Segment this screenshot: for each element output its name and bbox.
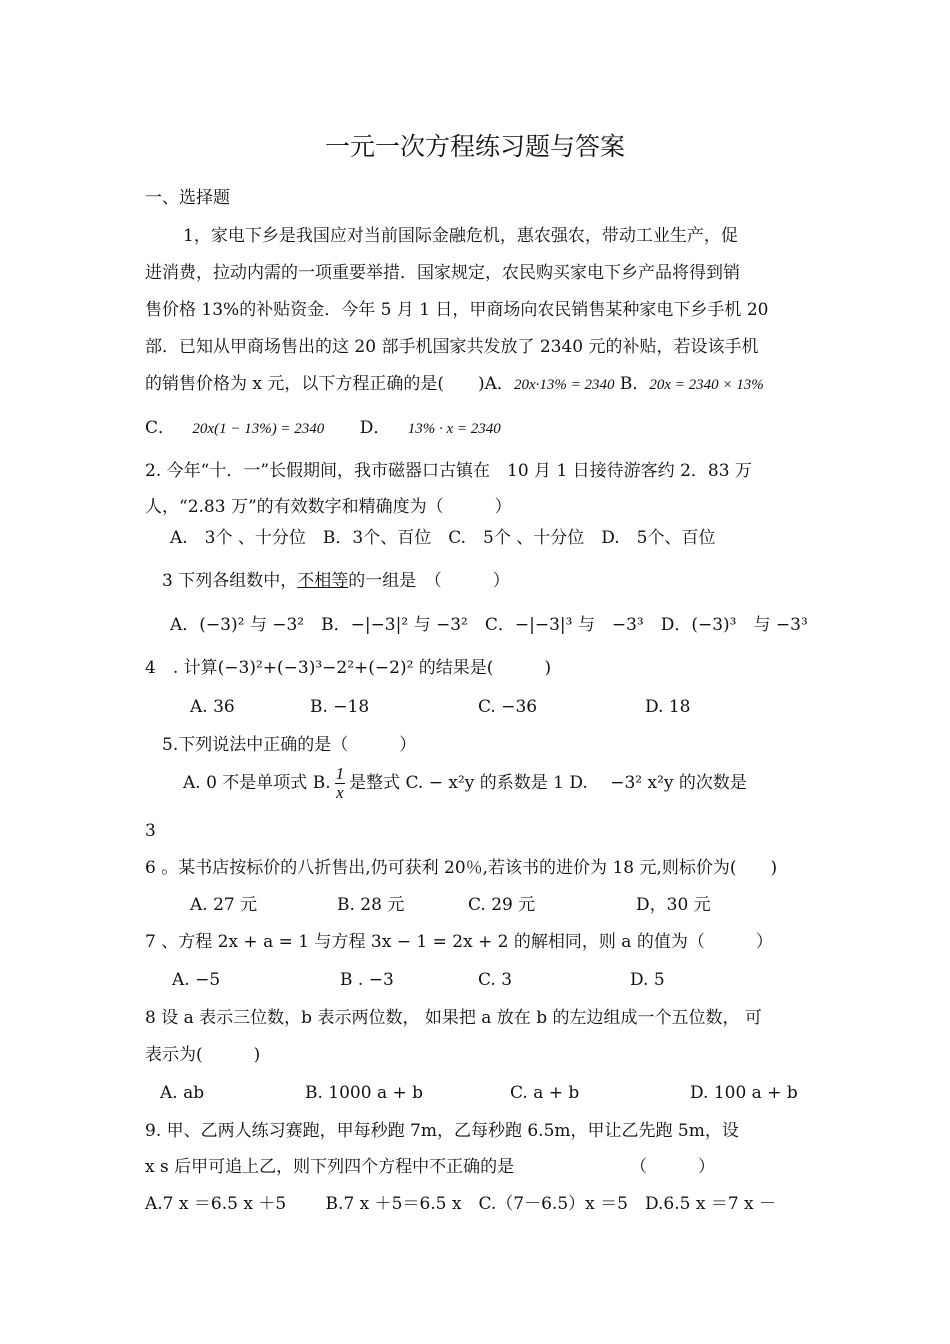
q4-option-d: D. 18: [645, 697, 691, 717]
q9-line-2: x s 后甲可追上乙，则下列四个方程中不正确的是: [145, 1157, 515, 1177]
q2-line-1: 2. 今年“十．一”长假期间，我市磁器口古镇在 10 月 1 日接待游客约 2．83 万: [145, 461, 752, 481]
q5-option-a: A. 0 不是单项式 B.: [183, 773, 331, 793]
q7-option-a: A. −5: [172, 970, 221, 990]
q9-options: A.7 x ＝6.5 x ＋5 B.7 x ＋5＝6.5 x C.（7－6.5）x ＝5 D.6.5 x ＝7 x －: [145, 1194, 777, 1214]
q4-option-c: C. −36: [478, 697, 538, 717]
q5-fraction-numerator: 1: [335, 764, 345, 783]
q3-stem-end: 的一组是 （ ）: [348, 571, 510, 591]
q8-line-1: 8 设 a 表示三位数，b 表示两位数， 如果把 a 放在 b 的左边组成一个五位数， 可: [145, 1008, 762, 1028]
q1-line-5: [145, 373, 764, 396]
q1-option-b-label: B．: [614, 374, 650, 394]
q1-line-4: 部．已知从甲商场售出的这 20 部手机国家共发放了 2340 元的补贴，若设该手机: [145, 337, 759, 357]
q1-option-d-label: D．: [359, 418, 391, 438]
q1-option-a: 20x·13% = 2340: [513, 377, 615, 393]
q5-stem: 5.下列说法中正确的是（ ）: [162, 735, 417, 755]
q9-line-1: 9. 甲、乙两人练习赛跑，甲每秒跑 7m，乙每秒跑 6.5m，甲让乙先跑 5m，设: [145, 1121, 739, 1141]
q4-option-a: A. 36: [190, 697, 235, 717]
q5-fraction: [335, 765, 346, 802]
q4-option-b: B. −18: [310, 697, 370, 717]
q8-option-b: B. 1000 a + b: [305, 1083, 424, 1103]
q7-option-b: B . −3: [340, 970, 394, 990]
q1-option-d: 13% · x = 2340: [407, 421, 501, 437]
q3-stem-start: 3 下列各组数中，: [162, 571, 298, 591]
page-title: 一元一次方程练习题与答案: [324, 132, 625, 161]
q1-option-c: 20x(1 − 13%) = 2340: [192, 421, 325, 437]
q5-wrap: 3: [145, 821, 156, 841]
q4-stem: 4 . 计算(−3)²+(−3)³−2²+(−2)² 的结果是( ): [145, 658, 552, 678]
q7-stem: 7 、方程 2x + a = 1 与方程 3x − 1 = 2x + 2 的解相同，则 a 的值为（ ）: [145, 932, 773, 952]
q1-line-1: 1，家电下乡是我国应对当前国际金融危机，惠农强农，带动工业生产，促: [183, 226, 738, 246]
q1-line-3: 售价格 13%的补贴资金．今年 5 月 1 日，甲商场向农民销售某种家电下乡手机 20: [145, 300, 769, 320]
q3-stem: [162, 570, 510, 592]
q6-option-b: B. 28 元: [337, 895, 405, 915]
q1-line-2: 进消费，拉动内需的一项重要举措．国家规定，农民购买家电下乡产品将得到销: [145, 263, 740, 283]
q8-option-a: A. ab: [160, 1083, 205, 1103]
q6-option-c: C. 29 元: [468, 895, 536, 915]
q1-line-6: [145, 417, 501, 440]
q1-option-c-label: C．: [145, 418, 176, 438]
q6-stem: 6 。某书店按标价的八折售出,仍可获利 20％,若该书的进价为 18 元,则标价为( ): [145, 858, 778, 878]
q3-stem-underlined: 不相等: [297, 571, 349, 591]
q8-option-c: C. a + b: [510, 1083, 580, 1103]
q1-stem-end: 的销售价格为 x 元，以下方程正确的是( )A．: [145, 374, 514, 394]
q2-options: A. 3个 、十分位 B．3个、百位 C. 5个 、十分位 D. 5个、百位: [170, 528, 716, 548]
q2-line-2: 人，“2.83 万”的有效数字和精确度为（ ）: [145, 497, 512, 517]
q5-option-rest: 是整式 C. − x²y 的系数是 1 D. −3² x²y 的次数是: [349, 773, 747, 793]
q7-option-c: C. 3: [478, 970, 513, 990]
q7-option-d: D. 5: [630, 970, 665, 990]
q1-option-b: 20x = 2340 × 13%: [649, 377, 764, 393]
q6-option-d: D，30 元: [636, 895, 711, 915]
q8-line-2: 表示为( ): [145, 1045, 261, 1065]
q6-option-a: A. 27 元: [190, 895, 258, 915]
q8-option-d: D. 100 a + b: [690, 1083, 798, 1103]
q9-answer-paren: （ ）: [630, 1157, 715, 1177]
section-heading: 一、选择题: [145, 188, 230, 208]
q5-options: [183, 764, 747, 802]
q5-fraction-denominator: x: [336, 783, 344, 802]
q3-options: A．(−3)² 与 −3² B．−|−3|² 与 −3² C．−|−3|³ 与 −3³ D．(−3)³ 与 −3³: [170, 615, 808, 635]
